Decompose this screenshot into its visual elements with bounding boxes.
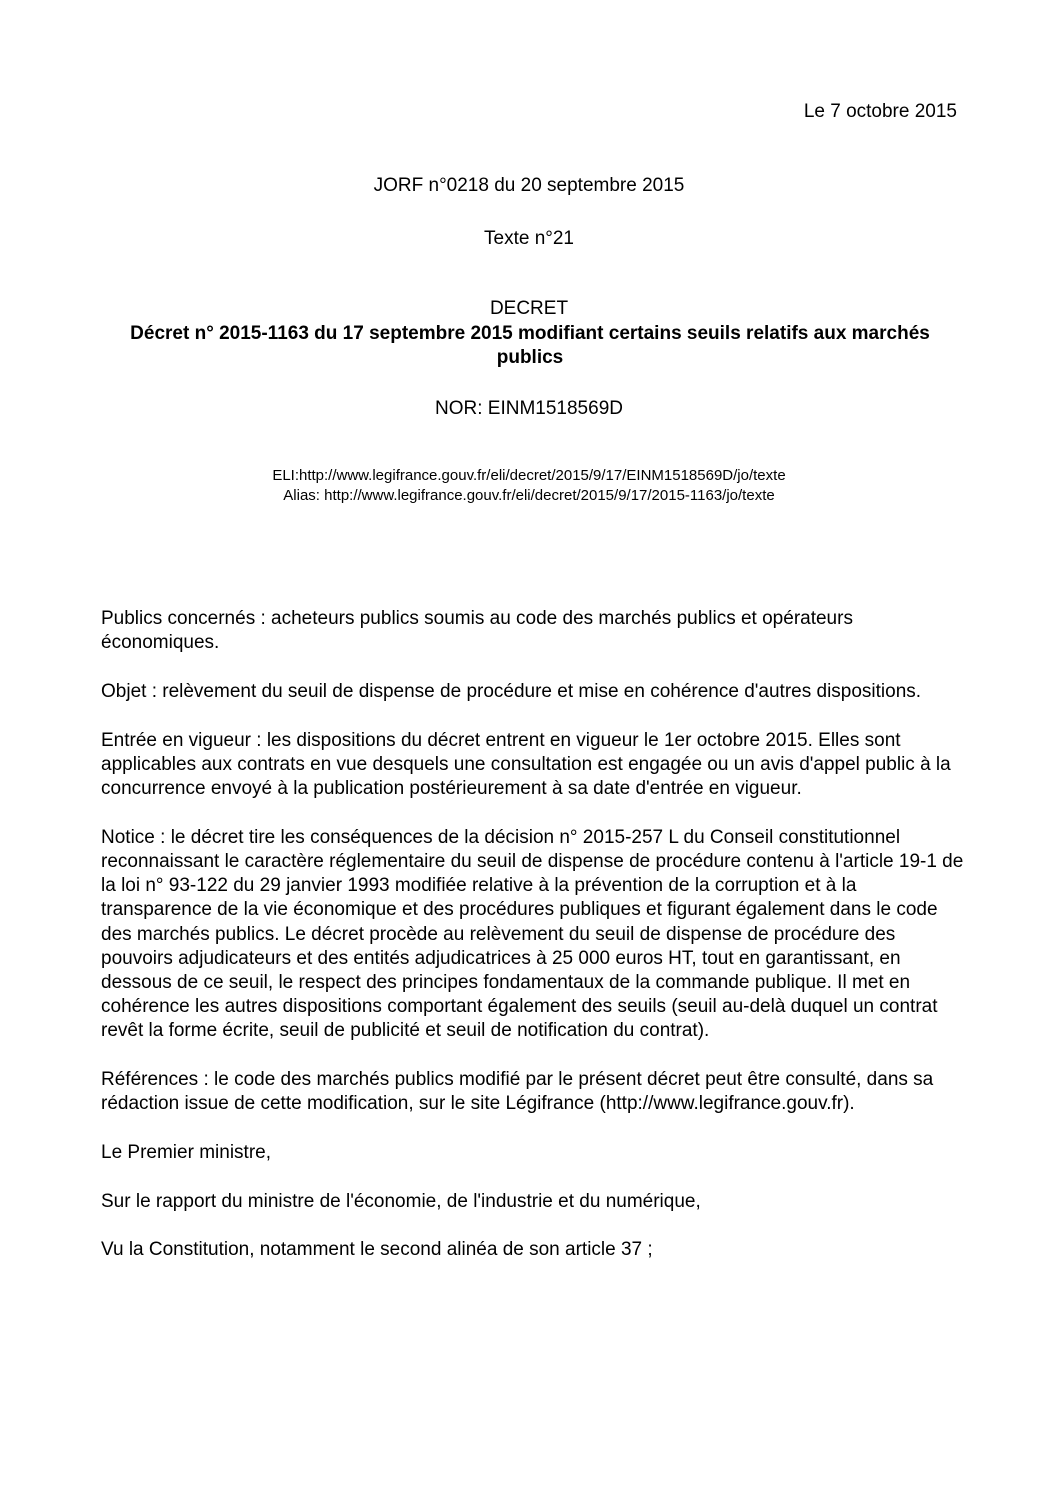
nor-reference: NOR: EINM1518569D	[435, 398, 623, 419]
paragraph-rapport: Sur le rapport du ministre de l'économie, de l'industrie et du numérique,	[101, 1190, 701, 1212]
eli-block	[0, 466, 1058, 506]
document-type: DECRET	[489, 298, 569, 319]
alias-link[interactable]: Alias: http://www.legifrance.gouv.fr/eli/decret/2015/9/17/2015-1163/jo/texte	[283, 487, 775, 504]
paragraph-objet: Objet : relèvement du seuil de dispense de procédure et mise en cohérence d'autres dispositions.	[101, 680, 922, 702]
paragraph-premier-ministre: Le Premier ministre,	[101, 1141, 271, 1163]
journal-reference: JORF n°0218 du 20 septembre 2015	[373, 175, 685, 196]
eli-link[interactable]: ELI:http://www.legifrance.gouv.fr/eli/decret/2015/9/17/EINM1518569D/jo/texte	[272, 467, 786, 484]
document-body	[101, 607, 966, 1287]
paragraph-publics: Publics concernés : acheteurs publics soumis au code des marchés publics et opérateurs économiques.	[101, 608, 853, 654]
document-title: Décret n° 2015-1163 du 17 septembre 2015 modifiant certains seuils relatifs aux marchés publics	[130, 323, 930, 368]
document-date: Le 7 octobre 2015	[803, 101, 957, 122]
paragraph-entree: Entrée en vigueur : les dispositions du décret entrent en vigueur le 1er octobre 2015. Elles sont applicables aux contrats en vue desquels une consultation est engagée ou un avis d'appel public à la concurrence envoyé à la publication postérieurement à sa date d'entrée en vigueur.	[101, 729, 951, 800]
paragraph-references: Références : le code des marchés publics modifié par le présent décret peut être consulté, dans sa rédaction issue de cette modification, sur le site Légifrance (http://www.legifrance.gouv.fr).	[101, 1069, 934, 1115]
paragraph-constitution: Vu la Constitution, notamment le second alinéa de son article 37 ;	[101, 1239, 653, 1261]
text-number: Texte n°21	[484, 228, 574, 249]
paragraph-notice: Notice : le décret tire les conséquences de la décision n° 2015-257 L du Conseil constitutionnel reconnaissant le caractère réglementaire du seuil de dispense de procédure contenu à l'article 19-1 de la loi n° 93-122 du 29 janvier 1993 modifiée relative à la prévention de la corruption et à la transparence de la vie économique et des procédures publiques et figurant également dans le code des marchés publics. Le décret procède au relèvement du seuil de dispense de procédure des pouvoirs adjudicateurs et des entités adjudicatrices à 25 000 euros HT, tout en garantissant, en dessous de ce seuil, le respect des principes fondamentaux de la commande publique. Il met en cohérence les autres dispositions comportant également des seuils (seuil au-delà duquel un contrat revêt la forme écrite, seuil de publicité et seuil de notification du contrat).	[101, 826, 964, 1042]
